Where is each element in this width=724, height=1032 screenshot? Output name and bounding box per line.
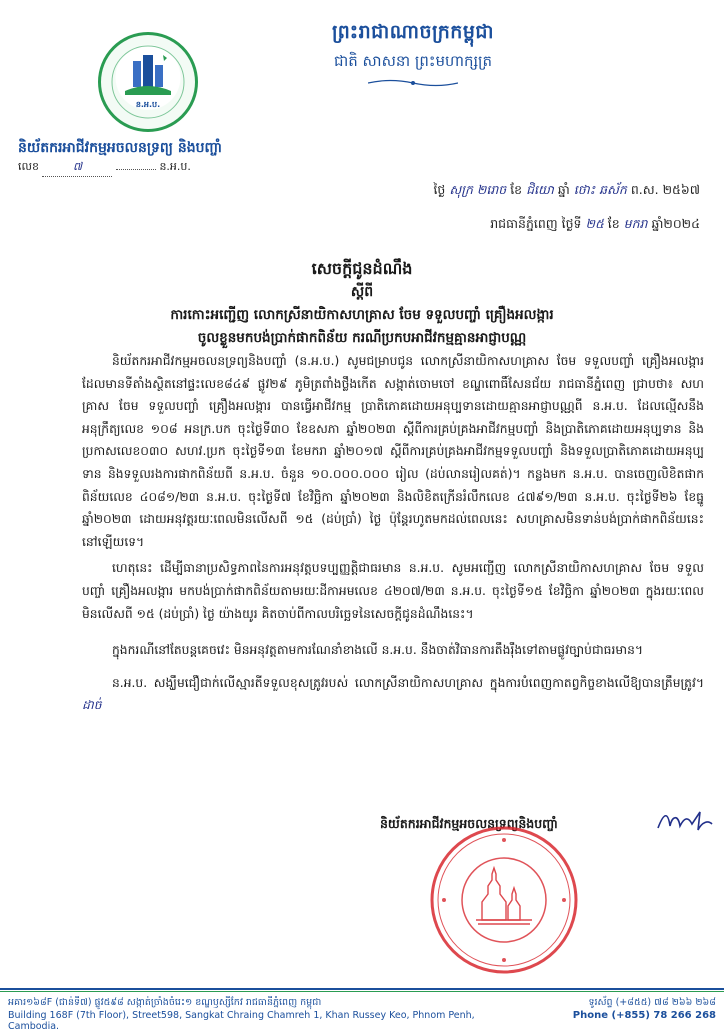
organization-name: និយ័តករអាជីវកម្មអចលនទ្រព្យ និងបញ្ចាំ — [18, 140, 223, 156]
signature-icon — [654, 806, 714, 836]
reference-suffix: ន.អ.ប. — [159, 160, 191, 173]
notice-subject — [48, 304, 676, 350]
signer-organization: និយ័តករអាជីវកម្មអចលនទ្រព្យនិងបញ្ចាំ — [380, 816, 558, 831]
notice-title: សេចក្តីជូនដំណឹង — [311, 259, 413, 278]
solar-date: រាជធានីភ្នំពេញ ថ្ងៃទី ២៥ ខែ មករា ឆ្នាំ២០២៤ — [490, 216, 700, 231]
reference-value: ៧ — [42, 160, 112, 177]
lunar-day: សុក្រ ២រោច — [449, 182, 507, 197]
regulator-logo — [98, 32, 198, 132]
paragraph-1: និយ័តករអាជីវកម្មអចលនទ្រព្យនិងបញ្ចាំ (ន.អ.ប.) សូមជម្រាបជូន លោកស្រីនាយិកាសហគ្រាស ចែម ទទួលបញ្ចាំ គ្រឿងអលង្ការ ដែលមានទីតាំងស្ថិតនៅផ្ទះលេខ៨៤៩ ផ្លូវ២៩ ភូមិត្រពាំងថ្លឹងកើត សង្កាត់ចោមចៅ ខណ្ឌពោធិ៍សែនជ័យ រាជធានីភ្នំពេញ ជ្រាបថា៖ សហគ្រាស ចែម ទទួលបញ្ចាំ គ្រឿងអលង្ការ បានធ្វើអាជីវកម្ម ប្រាតិភោគដោយអនុប្បទានដោយគ្មានអាជ្ញាបណ្ណពី ន.អ.ប. ដែលល្មើសនឹងអនុក្រឹត្យលេខ ១០៨ អនក្រ.បក ចុះថ្ងៃទី៣០ ខែឧសភា ឆ្នាំ២០២៣ ស្តីពីការគ្រប់គ្រងអាជីវកម្មបញ្ចាំ និងប្រាតិភោគដោយអនុប្បទាន និងប្រកាសលេខ០៣០ សហវ.ប្រក ចុះថ្ងៃទី១៣ ខែមករា ឆ្នាំ២០១៧ ស្តីពីការគ្រប់គ្រងអាជីវកម្មទទួលបញ្ចាំ និងទទួលប្រាតិភោគដោយអនុប្បទាន និងទទួលរងការផាកពិន័យពី ន.អ.ប. ចំនួន ១០.០០០.០០០ រៀល (ដប់លានរៀលគត់)។ កន្លងមក ន.អ.ប. បានចេញលិខិតផាកពិន័យលេខ ៤០៨១/២៣ ន.អ.ប. ចុះថ្ងៃទី៧ ខែវិច្ឆិកា ឆ្នាំ២០២៣ និងលិខិតក្រើនរំលឹកលេខ ៤៧៩១/២៣ ន.អ.ប. ចុះថ្ងៃទី២៦ ខែធ្នូ ឆ្នាំ២០២៣ ដោយអនុវត្តរយៈពេលមិនលើសពី ១៥ (ដប់ប្រាំ) ថ្ងៃ ប៉ុន្តែរហូតមកដល់ពេលនេះ សហគ្រាសមិនទាន់បង់ប្រាក់ផាកពិន័យនេះនៅឡើយទេ។ — [82, 354, 704, 549]
buddhist-era: ព.ស. ២៥៦៧ — [630, 182, 700, 197]
ornament-divider-icon — [368, 78, 458, 88]
reference-number — [18, 160, 268, 177]
paragraph-3: ក្នុងករណីនៅតែបន្តគេចវេះ មិនអនុវត្តតាមការណែនាំខាងលើ ន.អ.ប. នឹងចាត់វិធានការតឹងរ៉ឹងទៅតាមផ្លូវច្បាប់ជាធរមាន។ — [112, 643, 643, 658]
paragraph-2: ហេតុនេះ ដើម្បីធានាប្រសិទ្ធភាពនៃការអនុវត្តបទប្បញ្ញត្តិជាធរមាន ន.អ.ប. សូមអញ្ជើញ លោកស្រីនាយិកាសហគ្រាស ចែម ទទួលបញ្ចាំ គ្រឿងអលង្ការ មកបង់ប្រាក់ផាកពិន័យតាមរយៈដីកាអមលេខ ៤២០៧/២៣ ន.អ.ប. ចុះថ្ងៃទី១៥ ខែវិច្ឆិកា ឆ្នាំ២០២៣ ក្នុងរយៈពេលមិនលើសពី ១៥ (ដប់ប្រាំ) ថ្ងៃ យ៉ាងយូរ គិតចាប់ពីកាលបរិច្ឆេទនៃសេចក្តីជូនដំណឹងនេះ។ — [82, 561, 704, 621]
lunar-year: ថោះ ឆស័ក — [573, 182, 627, 197]
footer-address-english: Building 168F (7th Floor), Street598, Sangkat Chraing Chamreh 1, Khan Russey Keo, Phnom Penh, Cambodia. — [8, 1010, 475, 1032]
handwritten-note: ដាច់ — [82, 698, 102, 713]
logo-abbreviation: ន.អ.ប. — [135, 100, 161, 109]
national-motto: ជាតិ សាសនា ព្រះមហាក្សត្រ — [333, 52, 493, 70]
footer-phone-english: Phone (+855) 78 266 268 — [572, 1010, 716, 1021]
official-seal-icon — [428, 824, 580, 976]
lunar-month: ជិយោ — [526, 182, 554, 197]
footer-divider-accent — [0, 991, 724, 992]
footer-phone-khmer: ទូរស័ព្ទ (+៨៥៥) ៧៨ ២៦៦ ២៦៨ — [588, 997, 716, 1008]
paragraph-4: ន.អ.ប. សង្ឃឹមជឿជាក់លើស្មារតីទទួលខុសត្រូវរបស់ លោកស្រីនាយិកាសហគ្រាស ក្នុងការបំពេញកាតព្វកិច្ចខាងលើឱ្យបានត្រឹមត្រូវ។ដាច់ — [82, 675, 704, 713]
logo-buildings-icon — [101, 35, 195, 129]
subject-line-2: ចូលខ្លួនមកបង់ប្រាក់ផាកពិន័យ ករណីប្រកបអាជីវកម្មគ្មានអាជ្ញាបណ្ណ — [197, 330, 527, 346]
notice-body — [82, 350, 704, 721]
solar-year: ឆ្នាំ២០២៤ — [651, 216, 700, 231]
notice-about: ស្តីពី — [350, 284, 374, 300]
kingdom-heading: ព្រះរាជាណាចក្រកម្ពុជា — [332, 21, 494, 43]
subject-line-1: ការកោះអញ្ជើញ លោកស្រីនាយិកាសហគ្រាស ចែម ទទួលបញ្ចាំ គ្រឿងអលង្ការ — [170, 307, 554, 323]
lunar-date: ថ្ងៃ សុក្រ ២រោច ខែ ជិយោ ឆ្នាំ ថោះ ឆស័ក ព.ស. ២៥៦៧ — [433, 182, 700, 197]
solar-month: មករា — [623, 216, 648, 231]
solar-day: ២៥ — [585, 216, 604, 231]
footer-divider — [0, 988, 724, 990]
footer-address-khmer: អគារ១៦៨F (ជាន់ទី៧) ផ្លូវ៥៩៨ សង្កាត់ច្រាំងចំរេះ១ ខណ្ឌឫស្សីកែវ រាជធានីភ្នំពេញ កម្ពុជា — [8, 997, 322, 1008]
reference-label: លេខ — [18, 160, 39, 173]
